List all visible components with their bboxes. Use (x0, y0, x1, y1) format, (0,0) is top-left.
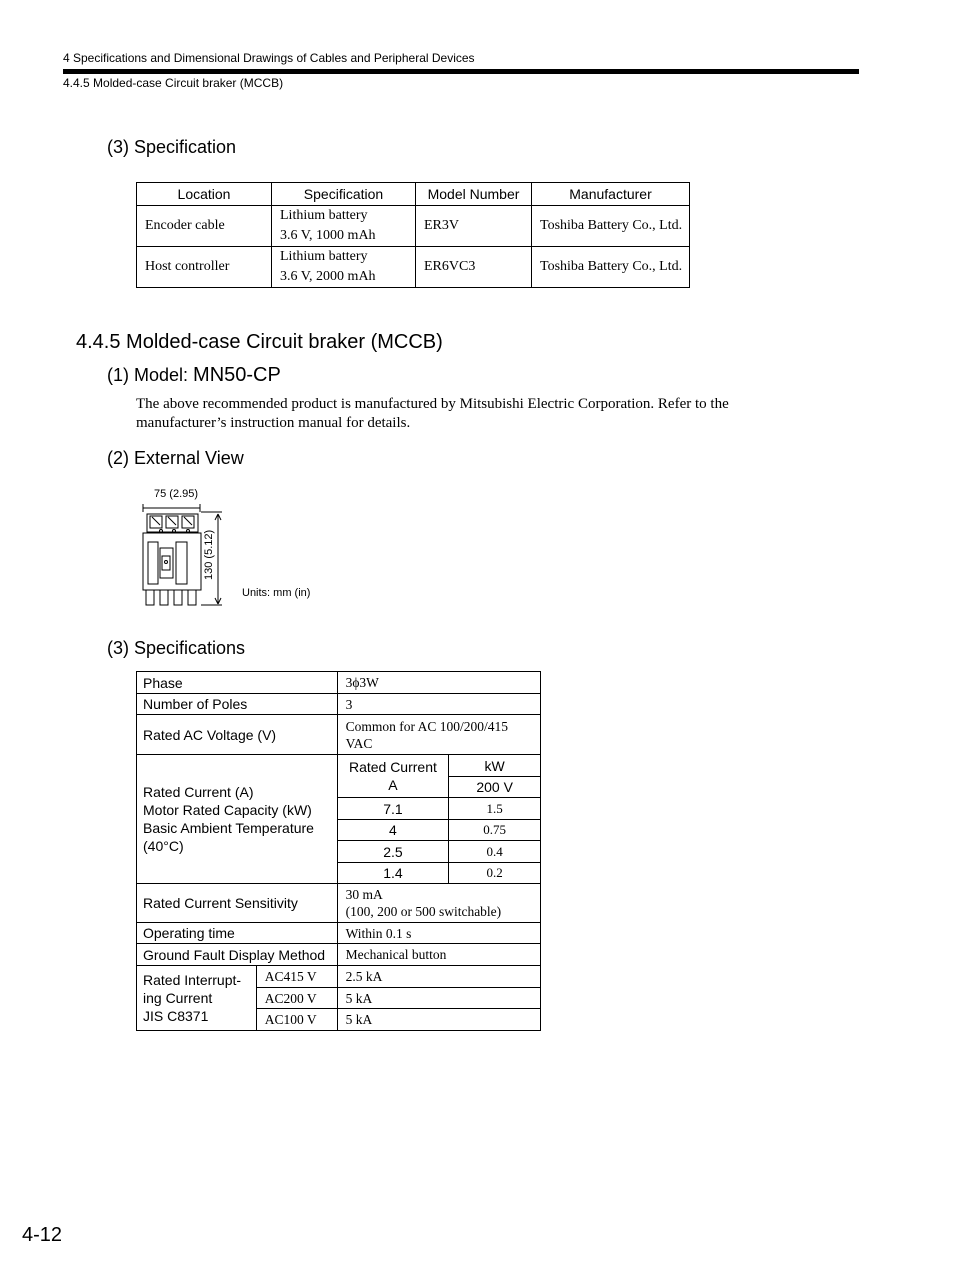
col-specification: Specification (272, 183, 416, 206)
kw-header: kW (449, 755, 541, 777)
poles-value: 3 (337, 694, 540, 715)
units-label: Units: mm (in) (242, 587, 311, 599)
sensitivity-value-line: (100, 200 or 500 switchable) (345, 904, 502, 919)
phase-label: Phase (137, 672, 338, 694)
current-kw-cell: 0.2 (449, 863, 541, 884)
voltage-value-line: Common for AC 100/200/415 (345, 718, 508, 734)
width-dimension-label: 75 (2.95) (154, 488, 199, 500)
header-rule (63, 69, 859, 74)
phase-value: 3ϕ3W (337, 672, 540, 694)
rated-current-header-line: A (388, 777, 398, 793)
voltage-value (337, 715, 540, 755)
interrupt-value: 5 kA (337, 988, 540, 1009)
rated-current-label-line: Basic Ambient Temperature (143, 820, 314, 836)
sensitivity-value (337, 884, 540, 923)
external-view-heading: (2) External View (107, 448, 244, 468)
rated-current-label-line: Rated Current (A) (143, 784, 254, 800)
cell-model: ER6VC3 (416, 247, 532, 288)
interrupt-value: 2.5 kA (337, 966, 540, 988)
spec-line: 3.6 V, 2000 mAh (280, 269, 376, 284)
interrupt-label-line: Rated Interrupt- (143, 972, 242, 988)
operating-time-label: Operating time (137, 923, 338, 944)
page-number: 4-12 (22, 1224, 63, 1246)
rated-current-header-line: Rated Current (348, 759, 437, 775)
section-header: 4.4.5 Molded-case Circuit braker (MCCB) (63, 76, 284, 90)
interrupt-voltage: AC415 V (256, 966, 337, 988)
model-name: MN50-CP (193, 364, 281, 386)
current-kw-cell: 0.75 (449, 820, 541, 841)
poles-label: Number of Poles (137, 694, 338, 715)
current-kw-cell: 0.4 (449, 841, 541, 863)
cell-spec (272, 206, 416, 247)
battery-spec-table (136, 182, 690, 288)
col-manufacturer: Manufacturer (532, 183, 690, 206)
cell-spec (272, 247, 416, 288)
specifications-heading: (3) Specifications (107, 638, 246, 658)
col-model-number: Model Number (416, 183, 532, 206)
description (136, 395, 729, 433)
cell-manufacturer: Toshiba Battery Co., Ltd. (532, 247, 690, 288)
mccb-spec-table (136, 671, 541, 1031)
operating-time-value: Within 0.1 s (337, 923, 540, 944)
current-kw-cell: 1.5 (449, 798, 541, 820)
cell-manufacturer: Toshiba Battery Co., Ltd. (532, 206, 690, 247)
spec-line: Lithium battery (280, 249, 368, 264)
table-row (137, 206, 690, 247)
cell-location: Host controller (137, 247, 272, 288)
interrupt-label (137, 966, 257, 1031)
interrupt-label-line: JIS C8371 (143, 1008, 209, 1024)
rated-current-header (337, 755, 449, 798)
rated-current-label-line: (40°C) (143, 838, 184, 854)
description-line: The above recommended product is manufactured by Mitsubishi Electric Corporation. Refer to the (136, 396, 729, 412)
kw-sub-header: 200 V (449, 777, 541, 798)
cell-location: Encoder cable (137, 206, 272, 247)
rated-current-label-line: Motor Rated Capacity (kW) (143, 802, 312, 818)
spec-line: 3.6 V, 1000 mAh (280, 228, 376, 243)
interrupt-label-line: ing Current (143, 990, 213, 1006)
current-a-cell: 7.1 (337, 798, 449, 820)
description-line: manufacturer’s instruction manual for details. (136, 415, 411, 431)
model-heading-label: (1) Model: (107, 365, 194, 385)
sensitivity-label: Rated Current Sensitivity (137, 884, 338, 923)
chapter-header: 4 Specifications and Dimensional Drawings of Cables and Peripheral Devices (63, 51, 475, 65)
mccb-drawing (138, 500, 228, 612)
section-title: 4.4.5 Molded-case Circuit braker (MCCB) (76, 331, 443, 353)
fault-display-label: Ground Fault Display Method (137, 944, 338, 966)
table-row (137, 247, 690, 288)
rated-current-label (137, 755, 338, 884)
interrupt-value: 5 kA (337, 1009, 540, 1031)
col-location: Location (137, 183, 272, 206)
interrupt-voltage: AC100 V (256, 1009, 337, 1031)
current-a-cell: 1.4 (337, 863, 449, 884)
battery-spec-heading: (3) Specification (107, 137, 237, 157)
voltage-value-line: VAC (345, 735, 373, 751)
voltage-label: Rated AC Voltage (V) (137, 715, 338, 755)
current-a-cell: 2.5 (337, 841, 449, 863)
height-dimension-label: 130 (5.12) (203, 529, 215, 580)
spec-line: Lithium battery (280, 208, 368, 223)
current-a-cell: 4 (337, 820, 449, 841)
model-heading (107, 364, 281, 387)
interrupt-voltage: AC200 V (256, 988, 337, 1009)
fault-display-value: Mechanical button (337, 944, 540, 966)
cell-model: ER3V (416, 206, 532, 247)
sensitivity-value-line: 30 mA (345, 887, 383, 902)
